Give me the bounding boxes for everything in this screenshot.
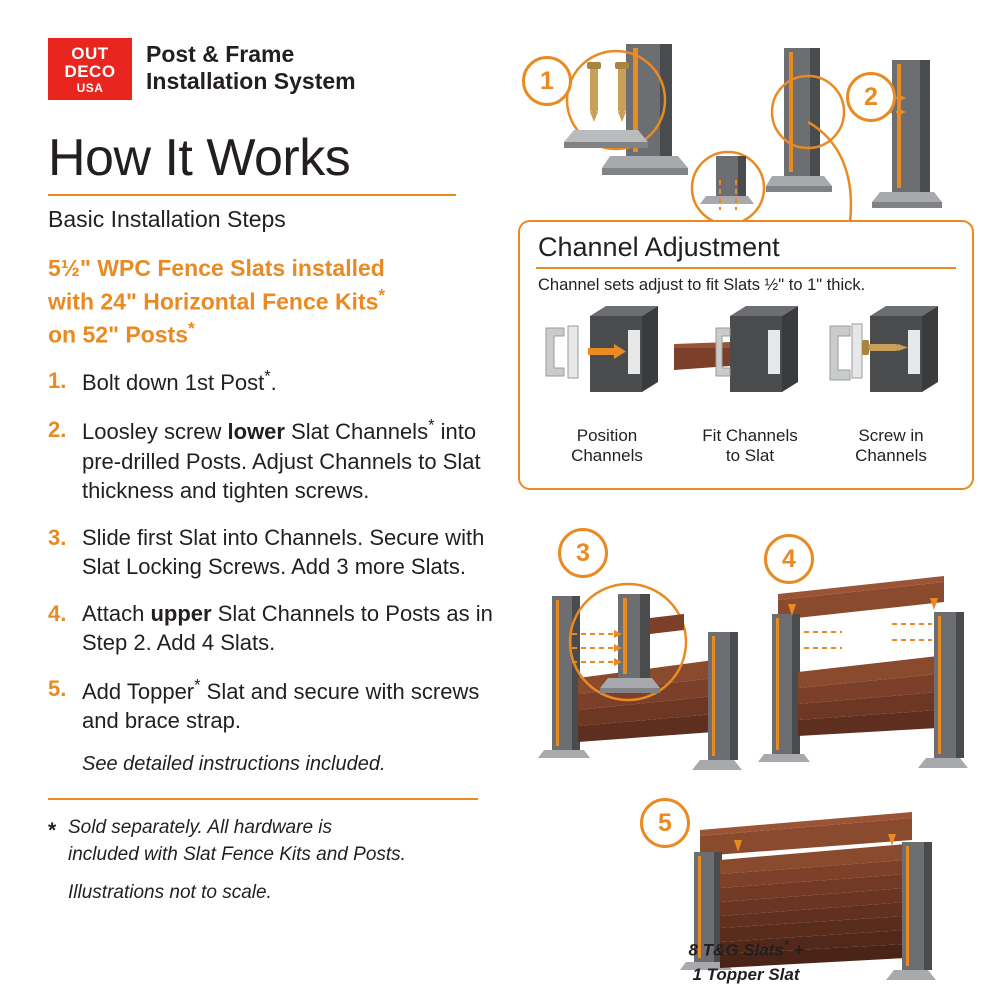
step-number: 3. bbox=[48, 524, 67, 550]
channel-panel-subtitle: Channel sets adjust to fit Slats ½" to 1" thick. bbox=[538, 275, 866, 294]
product-line-2: with 24" Horizontal Fence Kits* bbox=[48, 284, 386, 315]
panel-connector-line bbox=[806, 114, 886, 226]
step-item-4 bbox=[48, 599, 518, 658]
step-number: 2. bbox=[48, 416, 67, 442]
title-divider bbox=[48, 194, 456, 196]
step-badge-4: 4 bbox=[764, 534, 814, 584]
step-text: Add Topper* Slat and secure with screws and brace strap. bbox=[82, 676, 480, 734]
footnote-divider bbox=[48, 798, 478, 800]
logo-line-1: OUT bbox=[71, 43, 109, 63]
channel-caption-2-line-2: to Slat bbox=[725, 446, 775, 466]
footnote-line-1: Sold separately. All hardware is bbox=[68, 816, 333, 838]
step-item-2 bbox=[48, 415, 518, 506]
channel-caption-1-line-2: Channels bbox=[571, 446, 643, 466]
bottom-caption-line-2: 1 Topper Slat bbox=[692, 965, 800, 985]
outdeco-logo bbox=[48, 38, 132, 100]
footnote-asterisk: * bbox=[48, 818, 57, 842]
step-badge-3: 3 bbox=[558, 528, 608, 578]
bottom-caption-line-1: 8 T&G Slats* + bbox=[688, 937, 804, 960]
step-item-3 bbox=[48, 523, 518, 582]
channel-caption-3 bbox=[826, 426, 956, 467]
footnote bbox=[48, 814, 518, 907]
channel-caption-2-line-1: Fit Channels bbox=[702, 426, 798, 445]
product-line-3: on 52" Posts* bbox=[48, 317, 195, 348]
steps-note: See detailed instructions included. bbox=[82, 752, 386, 775]
brand-title-line-1: Post & Frame bbox=[146, 41, 295, 67]
channel-caption-1-line-1: Position bbox=[576, 426, 638, 445]
step-text: Attach upper Slat Channels to Posts as in Step 2. Add 4 Slats. bbox=[82, 600, 493, 655]
logo-line-3: USA bbox=[76, 80, 104, 95]
product-line-1: 5½" WPC Fence Slats installed bbox=[48, 255, 385, 281]
step-text: Slide first Slat into Channels. Secure with Slat Locking Screws. Add 3 more Slats. bbox=[82, 524, 485, 580]
step-number: 4. bbox=[48, 600, 67, 626]
step-number: 1. bbox=[48, 368, 67, 394]
product-description bbox=[48, 253, 518, 350]
brand-title bbox=[146, 38, 356, 95]
step-text: Loosley screw lower Slat Channels* into pre-drilled Posts. Adjust Channels to Slat thickness and tighten screws. bbox=[82, 416, 481, 504]
channel-panel-graphics bbox=[532, 304, 960, 424]
step-text: Bolt down 1st Post*. bbox=[82, 368, 277, 396]
step-number: 5. bbox=[48, 676, 67, 702]
footnote-line-3: Illustrations not to scale. bbox=[68, 881, 272, 903]
channel-caption-3-line-2: Channels bbox=[855, 446, 927, 466]
channel-adjustment-panel bbox=[518, 220, 974, 490]
bottom-caption bbox=[596, 936, 896, 988]
illustration-column bbox=[516, 28, 976, 985]
step-3-illustration bbox=[522, 560, 748, 786]
channel-panel-divider bbox=[536, 267, 956, 269]
step-item-5 bbox=[48, 674, 518, 735]
step-badge-5: 5 bbox=[640, 798, 690, 848]
step-badge-2: 2 bbox=[846, 72, 896, 122]
footnote-line-2: included with Slat Fence Kits and Posts. bbox=[68, 844, 406, 866]
steps-list bbox=[48, 366, 518, 736]
channel-caption-3-line-1: Screw in bbox=[858, 426, 924, 445]
page-subtitle: Basic Installation Steps bbox=[48, 206, 286, 232]
step-1-illustration bbox=[556, 38, 796, 228]
page-title: How It Works bbox=[48, 129, 351, 187]
step-4-illustration bbox=[742, 568, 974, 784]
brand-header bbox=[48, 38, 518, 100]
channel-caption-1 bbox=[542, 426, 672, 467]
step-badge-1: 1 bbox=[522, 56, 572, 106]
channel-caption-2 bbox=[680, 426, 820, 467]
logo-line-2: DECO bbox=[64, 61, 116, 81]
brand-title-line-2: Installation System bbox=[146, 68, 356, 95]
channel-panel-title: Channel Adjustment bbox=[538, 232, 780, 262]
left-column bbox=[48, 38, 518, 916]
step-item-1 bbox=[48, 366, 518, 398]
